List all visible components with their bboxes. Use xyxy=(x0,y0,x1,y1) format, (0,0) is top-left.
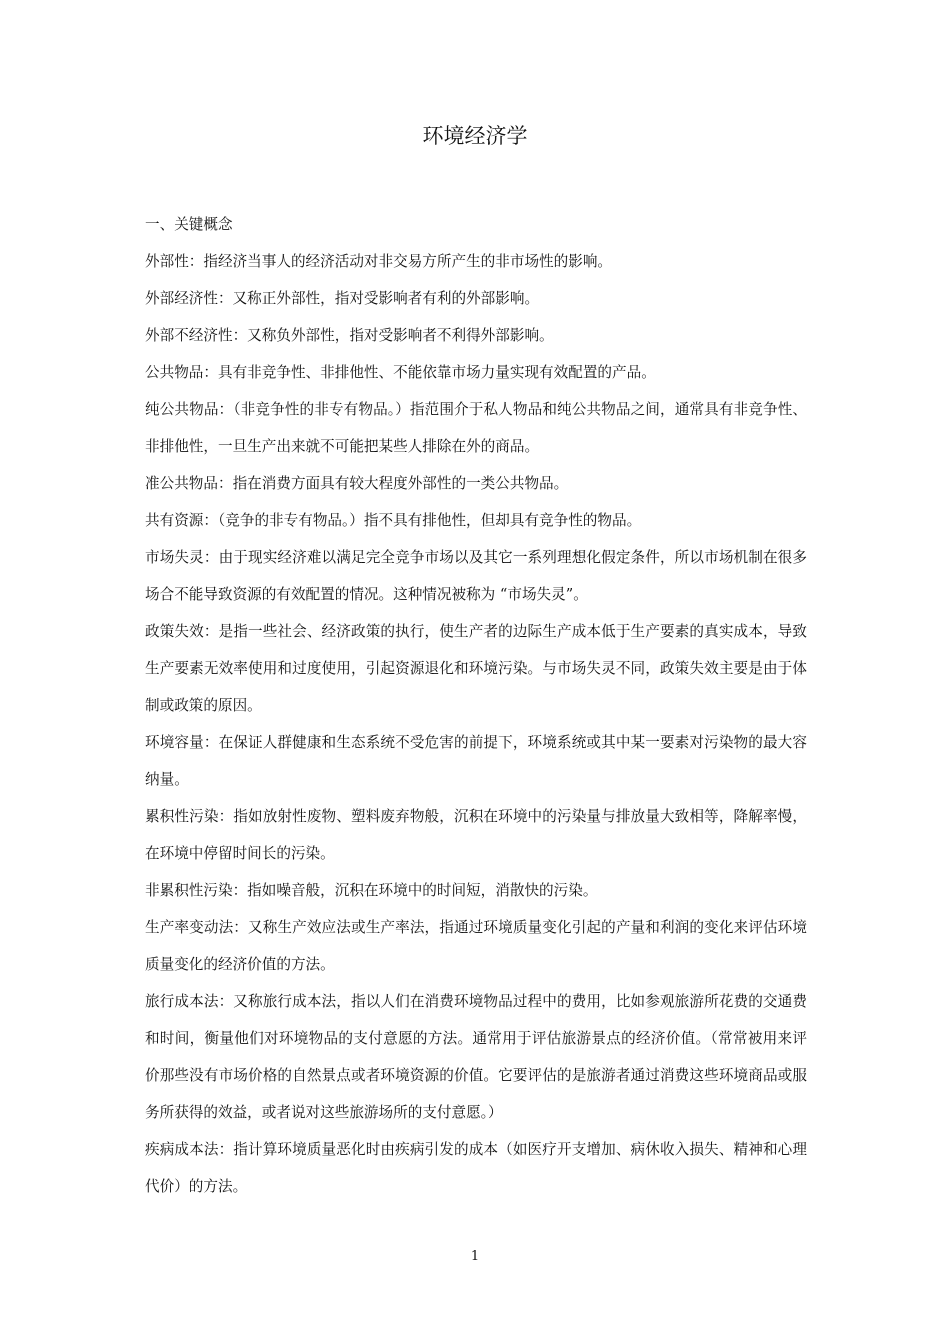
paragraph-productivity-change-method: 生产率变动法：又称生产效应法或生产率法，指通过环境质量变化引起的产量和利润的变化来评估环境质量变化的经济价值的方法。 xyxy=(145,919,807,973)
document-body xyxy=(145,206,807,1205)
paragraph-quasi-public-goods: 准公共物品：指在消费方面具有较大程度外部性的一类公共物品。 xyxy=(145,475,569,492)
paragraph-external-diseconomy: 外部不经济性：又称负外部性，指对受影响者不利得外部影响。 xyxy=(145,327,554,344)
paragraph-cumulative-pollution: 累积性污染：指如放射性废物、塑料废弃物般，沉积在环境中的污染量与排放量大致相等，降解率慢，在环境中停留时间长的污染。 xyxy=(145,808,807,862)
paragraph-policy-failure: 政策失效：是指一些社会、经济政策的执行，使生产者的边际生产成本低于生产要素的真实成本，导致生产要素无效率使用和过度使用，引起资源退化和环境污染。与市场失灵不同，政策失效主要是由于体制或政策的原因。 xyxy=(145,623,807,714)
paragraph-market-failure: 市场失灵：由于现实经济难以满足完全竞争市场以及其它一系列理想化假定条件，所以市场机制在很多场合不能导致资源的有效配置的情况。这种情况被称为 “市场失灵”。 xyxy=(145,549,807,603)
paragraph-common-resources: 共有资源：（竞争的非专有物品。）指不具有排他性，但却具有竞争性的物品。 xyxy=(145,512,642,529)
paragraph-externality: 外部性：指经济当事人的经济活动对非交易方所产生的非市场性的影响。 xyxy=(145,253,613,270)
paragraph-pure-public-goods: 纯公共物品：（非竞争性的非专有物品。）指范围介于私人物品和纯公共物品之间，通常具有非竞争性、非排他性，一旦生产出来就不可能把某些人排除在外的商品。 xyxy=(145,401,807,455)
document-title: 环境经济学 xyxy=(422,124,528,148)
paragraph-environmental-capacity: 环境容量：在保证人群健康和生态系统不受危害的前提下，环境系统或其中某一要素对污染物的最大容纳量。 xyxy=(145,734,807,788)
paragraph-travel-cost-method: 旅行成本法：又称旅行成本法，指以人们在消费环境物品过程中的费用，比如参观旅游所花费的交通费和时间，衡量他们对环境物品的支付意愿的方法。通常用于评估旅游景点的经济价值。（常常被用来评价那些没有市场价格的自然景点或者环境资源的价值。它要评估的是旅游者通过消费这些环境商品或服务所获得的效益，或者说对这些旅游场所的支付意愿。） xyxy=(145,993,807,1121)
paragraph-external-economy: 外部经济性：又称正外部性，指对受影响者有利的外部影响。 xyxy=(145,290,540,307)
section-heading: 一、关键概念 xyxy=(145,216,233,233)
paragraph-non-cumulative-pollution: 非累积性污染：指如噪音般，沉积在环境中的时间短，消散快的污染。 xyxy=(145,882,598,899)
paragraph-public-goods: 公共物品：具有非竞争性、非排他性、不能依靠市场力量实现有效配置的产品。 xyxy=(145,364,656,381)
page-number: 1 xyxy=(470,1249,480,1264)
paragraph-illness-cost-method: 疾病成本法：指计算环境质量恶化时由疾病引发的成本（如医疗开支增加、病休收入损失、精神和心理代价）的方法。 xyxy=(145,1141,807,1195)
